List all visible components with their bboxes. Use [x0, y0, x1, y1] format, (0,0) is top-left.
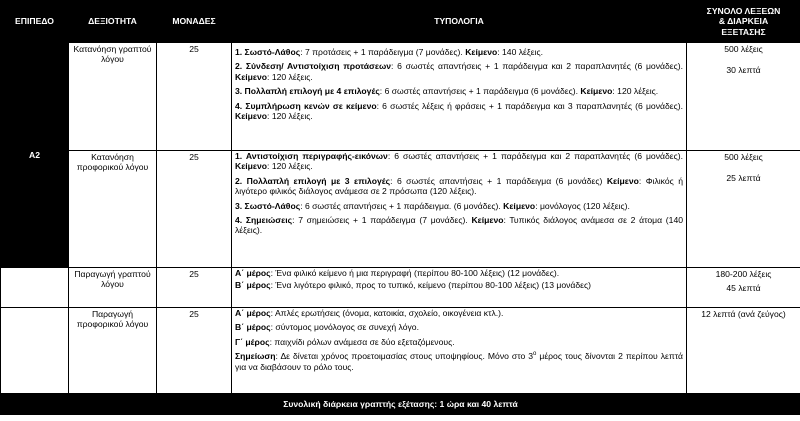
header-units: ΜΟΝΑΔΕΣ	[157, 1, 232, 43]
header-level: ΕΠΙΠΕΔΟ	[1, 1, 69, 43]
typology-cell	[232, 268, 687, 308]
skill-cell: Παραγωγή γραπτού λόγου	[69, 268, 157, 308]
typology-item: 1. Σωστό-Λάθος: 7 προτάσεις + 1 παράδειγμα (7 μονάδες). Κείμενο: 140 λέξεις.	[235, 47, 543, 57]
units-cell: 25	[157, 268, 232, 308]
level-cell: Α2	[1, 43, 69, 268]
table-row	[1, 268, 800, 308]
total-time: 12 λεπτά (ανά ζεύγος)	[701, 309, 786, 319]
typology-cell	[232, 43, 687, 151]
skill-cell: Παραγωγή προφορικού λόγου	[69, 308, 157, 394]
typology-cell	[232, 308, 687, 394]
total-words: 500 λέξεις	[724, 152, 763, 162]
level-empty-cell	[1, 308, 69, 394]
typology-item: Σημείωση: Δε δίνεται χρόνος προετοιμασίας στους υποψηφίους. Μόνο στο $3^o$ μέρος τους δίνονται 2 περίπου λεπτά για να διαβάσουν το ρόλο τους.	[235, 351, 683, 372]
header-total	[687, 1, 800, 43]
total-words: 180-200 λέξεις	[715, 269, 772, 279]
skill-cell: Κατανόηση προφορικού λόγου	[69, 151, 157, 268]
footer-row	[1, 394, 800, 415]
typology-item: Β΄ μέρος: σύντομος μονόλογος σε συνεχή λόγο.	[235, 322, 419, 333]
typology-item: Β΄ μέρος: Ένα λιγότερο φιλικό, προς το τυπικό, κείμενο (περίπου 80-100 λέξεις) (13 μονάδες)	[235, 280, 591, 291]
skill-cell: Κατανόηση γραπτού λόγου	[69, 43, 157, 151]
table-row	[1, 308, 800, 394]
header-total-line1: ΣΥΝΟΛΟ ΛΕΞΕΩΝ	[706, 5, 781, 16]
total-time: 30 λεπτά	[726, 65, 761, 76]
table-row	[1, 151, 800, 268]
header-skill: ΔΕΞΙΟΤΗΤΑ	[69, 1, 157, 43]
typology-item: 3. Πολλαπλή επιλογή με 4 επιλογές: 6 σωστές απαντήσεις + 1 παράδειγμα (6 μονάδες). Κείμενο: 120 λέξεις.	[235, 86, 659, 97]
units-cell: 25	[157, 43, 232, 151]
typology-item: 4. Συμπλήρωση κενών σε κείμενο: 6 σωστές λέξεις ή φράσεις + 1 παράδειγμα και 3 παραπλανητές (6 μονάδες). Κείμενο: 120 λέξεις.	[235, 100, 683, 122]
units-cell: 25	[157, 151, 232, 268]
total-time: 45 λεπτά	[726, 283, 761, 294]
total-cell	[687, 268, 800, 308]
typology-item: 2. Πολλαπλή επιλογή με 3 επιλογές: 6 σωστές απαντήσεις + 1 παράδειγμα (6 μονάδες) Κείμενο: Φιλικός ή λιγότερο φιλικός διάλογος ανάμεσα σε 2 πρόσωπα (120 λέξεις).	[235, 175, 684, 197]
header-total-line3: ΕΞΕΤΑΣΗΣ	[721, 26, 766, 37]
total-cell	[687, 308, 800, 394]
level-empty-cell	[1, 268, 69, 308]
typology-item: 4. Σημειώσεις: 7 σημειώσεις + 1 παράδειγμα (7 μονάδες). Κείμενο: Τυπικός διάλογος ανάμεσα σε 2 άτομα (140 λέξεις).	[235, 215, 684, 236]
header-row	[1, 1, 800, 43]
total-cell	[687, 43, 800, 151]
total-duration-footer: Συνολική διάρκεια γραπτής εξέτασης: 1 ώρα και 40 λεπτά	[1, 394, 800, 415]
total-time: 25 λεπτά	[726, 173, 761, 184]
header-typology: ΤΥΠΟΛΟΓΙΑ	[232, 1, 687, 43]
units-cell: 25	[157, 308, 232, 394]
typology-cell	[232, 151, 687, 268]
total-words: 500 λέξεις	[724, 44, 763, 54]
typology-item: Α΄ μέρος: Απλές ερωτήσεις (όνομα, κατοικία, σχολείο, οικογένεια κτλ.).	[235, 308, 504, 318]
typology-item: 1. Αντιστοίχιση περιγραφής-εικόνων: 6 σωστές απαντήσεις + 1 παράδειγμα και 2 παραπλανητές (6 μονάδες). Κείμενο: 120 λέξεις.	[235, 151, 683, 172]
typology-item: Α΄ μέρος: Ένα φιλικό κείμενο ή μια περιγραφή (περίπου 80-100 λέξεις) (12 μονάδες).	[235, 268, 560, 278]
total-cell	[687, 151, 800, 268]
typology-item: 3. Σωστό-Λάθος: 6 σωστές απαντήσεις + 1 παράδειγμα. (6 μονάδες). Κείμενο: μονόλογος (120 λέξεις).	[235, 200, 630, 211]
typology-item: Γ΄ μέρος: παιχνίδι ρόλων ανάμεσα σε δύο εξεταζόμενους.	[235, 336, 455, 347]
table-row	[1, 43, 800, 151]
header-total-line2: & ΔΙΑΡΚΕΙΑ	[718, 16, 769, 27]
typology-item: 2. Σύνδεση/ Αντιστοίχιση προτάσεων: 6 σωστές απαντήσεις + 1 παράδειγμα και 2 παραπλανητές (6 μονάδες). Κείμενο: 120 λέξεις.	[235, 61, 683, 82]
